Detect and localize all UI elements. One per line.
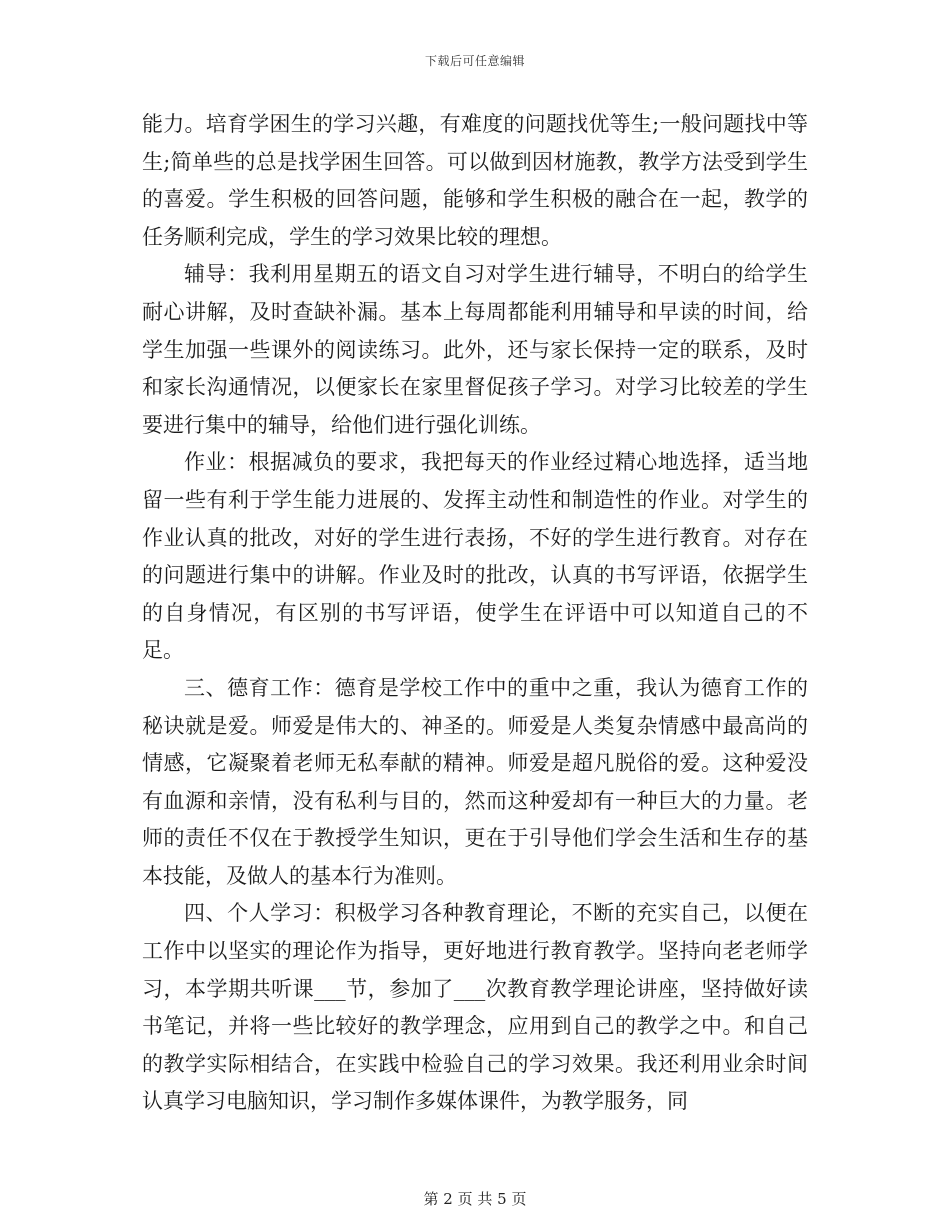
document-body bbox=[142, 106, 808, 1121]
paragraph-continuation: 能力。培育学困生的学习兴趣，有难度的问题找优等生;一般问题找中等生;简单些的总是找学困生回答。可以做到因材施教，教学方法受到学生的喜爱。学生积极的回答问题，能够和学生积极的融合在一起，教学的任务顺利完成，学生的学习效果比较的理想。 bbox=[142, 112, 808, 249]
page-header: 下载后可任意编辑 bbox=[424, 54, 525, 68]
paragraph-personal-study: 四、个人学习：积极学习各种教育理论，不断的充实自己，以便在工作中以坚实的理论作为指导，更好地进行教育教学。坚持向老老师学习，本学期共听课___节，参加了___次教育教学理论讲座，坚持做好读书笔记，并将一些比较好的教学理念，应用到自己的教学之中。和自己的教学实际相结合，在实践中检验自己的学习效果。我还利用业余时间认真学习电脑知识，学习制作多媒体课件，为教学服务，同 bbox=[142, 901, 808, 1114]
page-number: 第 2 页 共 5 页 bbox=[423, 1190, 527, 1208]
paragraph-homework: 作业：根据减负的要求，我把每天的作业经过精心地选择，适当地留一些有利于学生能力进展的、发挥主动性和制造性的作业。对学生的作业认真的批改，对好的学生进行表扬，不好的学生进行教育。对存在的问题进行集中的讲解。作业及时的批改，认真的书写评语，依据学生的自身情况，有区别的书写评语，使学生在评语中可以知道自己的不足。 bbox=[142, 450, 808, 663]
paragraph-moral-education: 三、德育工作：德育是学校工作中的重中之重，我认为德育工作的秘诀就是爱。师爱是伟大的、神圣的。师爱是人类复杂情感中最高尚的情感，它凝聚着老师无私奉献的精神。师爱是超凡脱俗的爱。这种爱没有血源和亲情，没有私利与目的，然而这种爱却有一种巨大的力量。老师的责任不仅在于教授学生知识，更在于引导他们学会生活和生存的基本技能，及做人的基本行为准则。 bbox=[142, 675, 808, 888]
paragraph-tutoring: 辅导：我利用星期五的语文自习对学生进行辅导，不明白的给学生耐心讲解，及时查缺补漏。基本上每周都能利用辅导和早读的时间，给学生加强一些课外的阅读练习。此外，还与家长保持一定的联系，及时和家长沟通情况，以便家长在家里督促孩子学习。对学习比较差的学生要进行集中的辅导，给他们进行强化训练。 bbox=[142, 262, 808, 437]
